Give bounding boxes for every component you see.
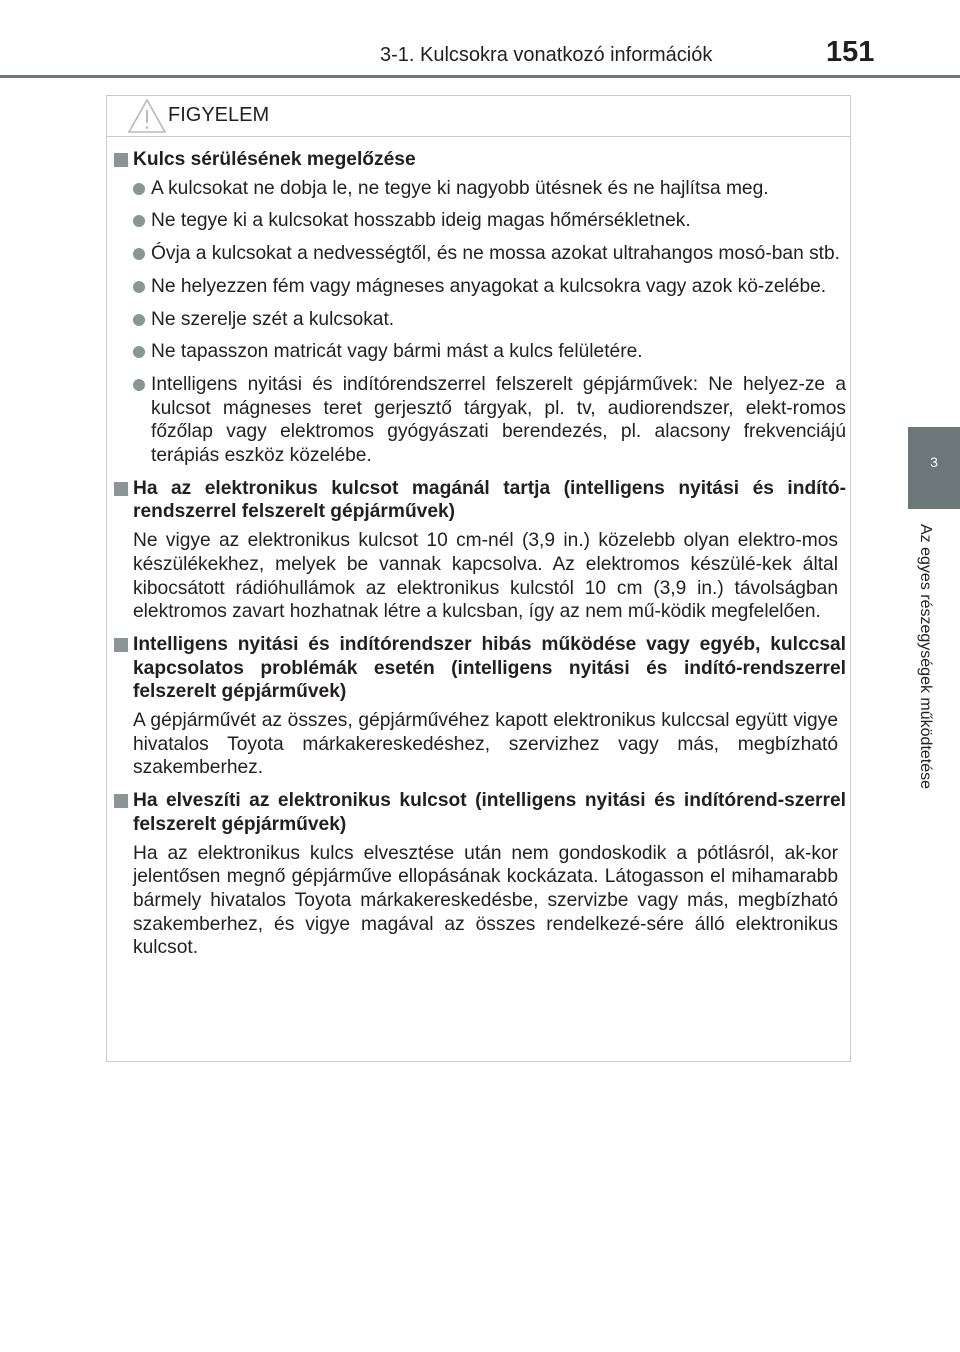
warning-header (107, 96, 850, 137)
section-body: Ne vigye az elektronikus kulcsot 10 cm-nél (3,9 in.) közelebb olyan elektro-mos készülékekhez, melyek be vannak kapcsolva. Az elektromos készülé-kek által kibocsátott rádióhullámok az elektronikus kulcstól 10 cm (3,9 in.) távolságban elektromos zavart hozhatnak létre a kulcsban, így az nem mű-ködik megfelelően. (133, 530, 838, 623)
list-item (114, 209, 846, 233)
list-item-text: Intelligens nyitási és indítórendszerrel felszerelt gépjárművek: Ne helyez-ze a kulcsot mágneses teret gerjesztő tárgyak, pl. tv, audiorendszer, elekt-romos főzőlap vagy elektromos gyógyászati berendezés, pl. alacsony frekvenciájú terápiás eszköz közelébe. (151, 373, 846, 467)
list-item (114, 242, 846, 266)
section-heading (114, 633, 846, 704)
section-key-damage (114, 148, 846, 468)
section-lost-key (114, 789, 846, 960)
warning-box (106, 95, 851, 1062)
square-bullet-icon (114, 638, 128, 652)
list-item (114, 308, 846, 332)
list-item (114, 373, 846, 468)
list-item (114, 177, 846, 201)
section-heading (114, 789, 846, 836)
list-item-text: Ne tapasszon matricát vagy bármi mást a kulcs felületére. (151, 341, 643, 363)
warning-title: FIGYELEM (168, 104, 270, 126)
round-bullet-icon (133, 183, 145, 195)
chapter-tab-number: 3 (930, 454, 938, 470)
section-heading (114, 477, 846, 524)
list-item (114, 275, 846, 299)
bullet-list (114, 177, 846, 468)
chapter-side-label: Az egyes részegységek működtetése (917, 524, 934, 790)
header-rule (0, 75, 960, 78)
section-system-malfunction (114, 633, 846, 780)
list-item-text: Ne szerelje szét a kulcsokat. (151, 308, 395, 330)
section-heading (114, 148, 846, 172)
list-item-text: A kulcsokat ne dobja le, ne tegye ki nagyobb ütésnek és ne hajlítsa meg. (151, 177, 769, 199)
section-heading-text: Ha elveszíti az elektronikus kulcsot (intelligens nyitási és indítórend-szerrel felszerelt gépjárművek) (133, 790, 846, 835)
section-heading-text: Kulcs sérülésének megelőzése (133, 149, 416, 170)
section-body: A gépjárművét az összes, gépjárművéhez kapott elektronikus kulccsal együtt vigye hivatalos Toyota márkakereskedéshez, szervizhez vagy más, megbízható szakemberhez. (133, 710, 838, 779)
section-heading-text: Intelligens nyitási és indítórendszer hibás működése vagy egyéb, kulccsal kapcsolatos problémák esetén (intelligens nyitási és indító-rendszerrel felszerelt gépjárművek) (133, 633, 846, 703)
warning-triangle-icon (127, 98, 167, 134)
running-header-title: 3-1. Kulcsokra vonatkozó információk (380, 44, 713, 66)
round-bullet-icon (133, 248, 145, 260)
round-bullet-icon (133, 281, 145, 293)
warning-content (114, 148, 846, 969)
chapter-tab (908, 427, 960, 509)
list-item (114, 340, 846, 364)
list-item-text: Ne helyezzen fém vagy mágneses anyagokat a kulcsokra vagy azok kö-zelébe. (151, 275, 827, 297)
round-bullet-icon (133, 215, 145, 227)
square-bullet-icon (114, 482, 128, 496)
round-bullet-icon (133, 346, 145, 358)
round-bullet-icon (133, 379, 145, 391)
round-bullet-icon (133, 314, 145, 326)
list-item-text: Óvja a kulcsokat a nedvességtől, és ne mossa azokat ultrahangos mosó-ban stb. (151, 243, 840, 265)
section-body: Ha az elektronikus kulcs elvesztése után nem gondoskodik a pótlásról, ak-kor jelentősen megnő gépjárműve ellopásának kockázata. Látogasson el mihamarabb bármely hivatalos Toyota márkakereskedésbe, szervizbe vagy más, megbízható szakemberhez, és vigye magával az összes rendelkezé-sére álló elektronikus kulcsot. (133, 842, 838, 959)
section-carrying-key (114, 477, 846, 624)
page-number: 151 (826, 36, 875, 68)
square-bullet-icon (114, 794, 128, 808)
section-heading-text: Ha az elektronikus kulcsot magánál tartja (intelligens nyitási és indító-rendszerrel felszerelt gépjárművek) (133, 477, 846, 523)
list-item-text: Ne tegye ki a kulcsokat hosszabb ideig magas hőmérsékletnek. (151, 210, 691, 232)
square-bullet-icon (114, 153, 128, 167)
